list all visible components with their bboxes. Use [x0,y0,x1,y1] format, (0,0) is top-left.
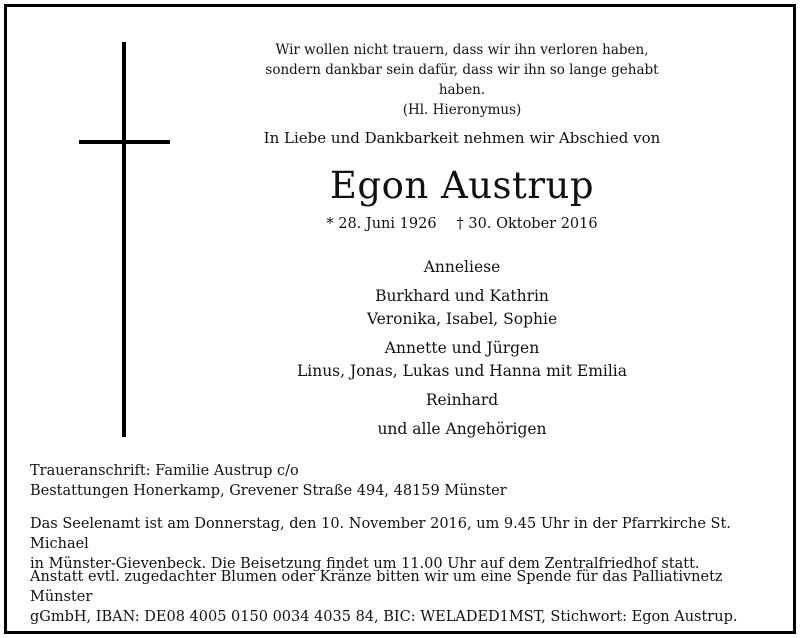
death-date: † 30. Oktober 2016 [456,216,598,232]
family-member: Annette und Jürgen [384,339,540,357]
family-member: Veronika, Isabel, Sophie [366,310,558,328]
service-line: Das Seelenamt ist am Donnerstag, den 10. November 2016, um 9.45 Uhr in der Pfarrkirche St. Michael [30,516,731,552]
donation-line: Anstatt evtl. zugedachter Blumen oder Kränze bitten wir um eine Spende für das Palliativnetz Münster [30,569,723,605]
donation-info [30,567,770,627]
intro-text: In Liebe und Dankbarkeit nehmen wir Abschied von [263,129,661,147]
family-member: und alle Angehörigen [377,420,547,438]
address-block [30,461,770,501]
quote [262,40,662,120]
address-line: Traueranschrift: Familie Austrup c/o [30,463,299,479]
birth-date: * 28. Juni 1926 [326,216,437,232]
deceased-name: Egon Austrup [329,164,595,207]
family-member: Burkhard und Kathrin [375,287,549,305]
family-member: Reinhard [425,391,499,409]
cross-icon [122,42,126,437]
quote-source: (Hl. Hieronymus) [402,102,522,118]
donation-line: gGmbH, IBAN: DE08 4005 0150 0034 4035 84, BIC: WELADED1MST, Stichwort: Egon Austrup. [30,609,738,625]
quote-line-2: sondern dankbar sein dafür, dass wir ihn so lange gehabt haben. [265,62,659,98]
service-line: in Münster-Gievenbeck. Die Beisetzung findet um 11.00 Uhr auf dem Zentralfriedhof statt. [30,556,700,572]
cross-icon-bar [79,140,170,144]
family-member: Linus, Jonas, Lukas und Hanna mit Emilia [296,362,628,380]
quote-line-1: Wir wollen nicht trauern, dass wir ihn verloren haben, [275,42,649,58]
life-dates [262,214,662,234]
address-line: Bestattungen Honerkamp, Grevener Straße 494, 48159 Münster [30,483,507,499]
service-info [30,514,770,574]
family-member: Anneliese [423,258,501,276]
family-list [262,256,662,441]
